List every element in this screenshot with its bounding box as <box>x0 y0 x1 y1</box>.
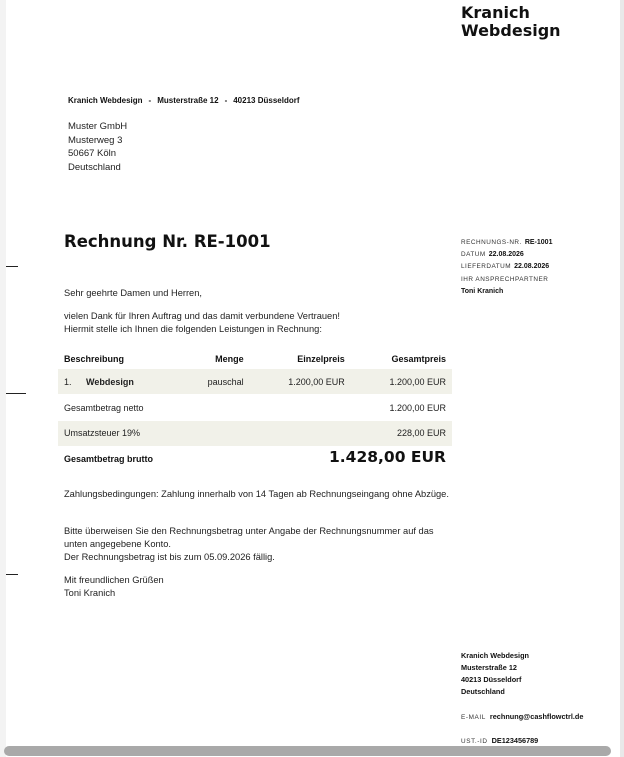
net-total-value: 1.200,00 EUR <box>389 403 446 413</box>
header-total-price: Gesamtpreis <box>391 354 446 364</box>
sender-name: Kranich Webdesign <box>68 96 143 105</box>
meta-contact-label: IHR ANSPRECHPARTNER <box>461 275 549 283</box>
invoice-title: Rechnung Nr. RE-1001 <box>64 232 271 251</box>
meta-number-label: RECHNUNGS-NR. <box>461 239 522 246</box>
meta-delivery-label: LIEFERDATUM <box>461 263 512 271</box>
table-row <box>58 369 452 394</box>
closing <box>64 574 454 600</box>
transfer-note: Bitte überweisen Sie den Rechnungsbetrag unter Angabe der Rechnungsnummer auf das unten angegebene Konto. <box>64 526 434 550</box>
gross-total-row <box>58 446 452 471</box>
signature-name: Toni Kranich <box>64 588 116 599</box>
footer-country: Deutschland <box>461 687 505 696</box>
recipient-country: Deutschland <box>68 161 121 173</box>
recipient-address <box>68 120 127 174</box>
sender-city: 40213 Düsseldorf <box>233 96 300 105</box>
greeting: Sehr geehrte Damen und Herren, <box>64 288 202 298</box>
footer-street: Musterstraße 12 <box>461 663 517 672</box>
meta-number-value: RE-1001 <box>524 239 553 246</box>
recipient-city: 50667 Köln <box>68 148 117 159</box>
vat-label: Umsatzsteuer 19% <box>64 428 141 438</box>
table-header <box>58 349 452 369</box>
meta-delivery <box>461 261 552 273</box>
line-items-table <box>58 349 452 394</box>
brand-line-1: Kranich <box>461 3 530 22</box>
row-description <box>58 369 179 394</box>
recipient-street: Musterweg 3 <box>68 134 123 146</box>
brand-line-2: Webdesign <box>461 21 561 40</box>
header-description: Beschreibung <box>64 354 125 364</box>
row-unit-price: 1.200,00 EUR <box>250 369 351 394</box>
header-quantity: Menge <box>215 354 244 364</box>
meta-date-value: 22.08.2026 <box>488 251 524 259</box>
footer-email-label: E-MAIL <box>461 714 486 721</box>
intro-text <box>64 310 454 336</box>
meta-date <box>461 249 552 261</box>
row-position: 1. <box>64 376 72 387</box>
due-date-note: Der Rechnungsbetrag ist bis zum 05.09.2026 fällig. <box>64 552 275 563</box>
footer-vat-id <box>461 736 538 745</box>
footer-email-value[interactable]: rechnung@cashflowctrl.de <box>489 712 584 721</box>
gross-total-label: Gesamtbetrag brutto <box>64 454 154 464</box>
header-unit-price: Einzelpreis <box>297 354 345 364</box>
footer-email <box>461 712 583 721</box>
meta-date-label: DATUM <box>461 251 486 259</box>
footer-address <box>461 650 529 698</box>
separator: - <box>148 96 152 105</box>
intro-line-1: vielen Dank für Ihren Auftrag und das damit verbundene Vertrauen! <box>64 311 340 321</box>
row-quantity: pauschal <box>179 369 250 394</box>
meta-contact-label-row <box>461 274 552 286</box>
invoice-page <box>6 0 620 757</box>
footer-vat-value: DE123456789 <box>491 736 539 745</box>
row-total-price: 1.200,00 EUR <box>351 369 452 394</box>
closing-phrase: Mit freundlichen Grüßen <box>64 575 164 585</box>
sender-street: Musterstraße 12 <box>157 96 219 105</box>
gross-total-value: 1.428,00 EUR <box>329 448 446 466</box>
sender-line <box>68 96 300 105</box>
fold-mark-bottom <box>6 574 18 575</box>
vat-row <box>58 421 452 446</box>
vat-value: 228,00 EUR <box>396 428 446 438</box>
horizontal-scrollbar[interactable] <box>4 746 611 756</box>
company-logo <box>461 4 561 40</box>
invoice-meta <box>461 237 552 298</box>
intro-line-2: Hiermit stelle ich Ihnen die folgenden Leistungen in Rechnung: <box>64 324 322 335</box>
row-item-name: Webdesign <box>86 376 134 387</box>
meta-number <box>461 237 552 249</box>
meta-delivery-value: 22.08.2026 <box>514 263 550 271</box>
page-edge <box>620 0 624 757</box>
payment-terms: Zahlungsbedingungen: Zahlung innerhalb von 14 Tagen ab Rechnungseingang ohne Abzüge. <box>64 489 449 499</box>
transfer-instructions <box>64 525 454 565</box>
net-total-row <box>58 396 452 421</box>
meta-contact-value: Toni Kranich <box>461 287 504 295</box>
footer-company: Kranich Webdesign <box>461 651 529 660</box>
net-total-label: Gesamtbetrag netto <box>64 403 144 413</box>
footer-city: 40213 Düsseldorf <box>461 675 522 684</box>
punch-mark <box>6 393 26 394</box>
footer-vat-label: UST.-ID <box>461 738 488 745</box>
recipient-company: Muster GmbH <box>68 121 128 132</box>
fold-mark-top <box>6 266 18 267</box>
separator: - <box>224 96 228 105</box>
